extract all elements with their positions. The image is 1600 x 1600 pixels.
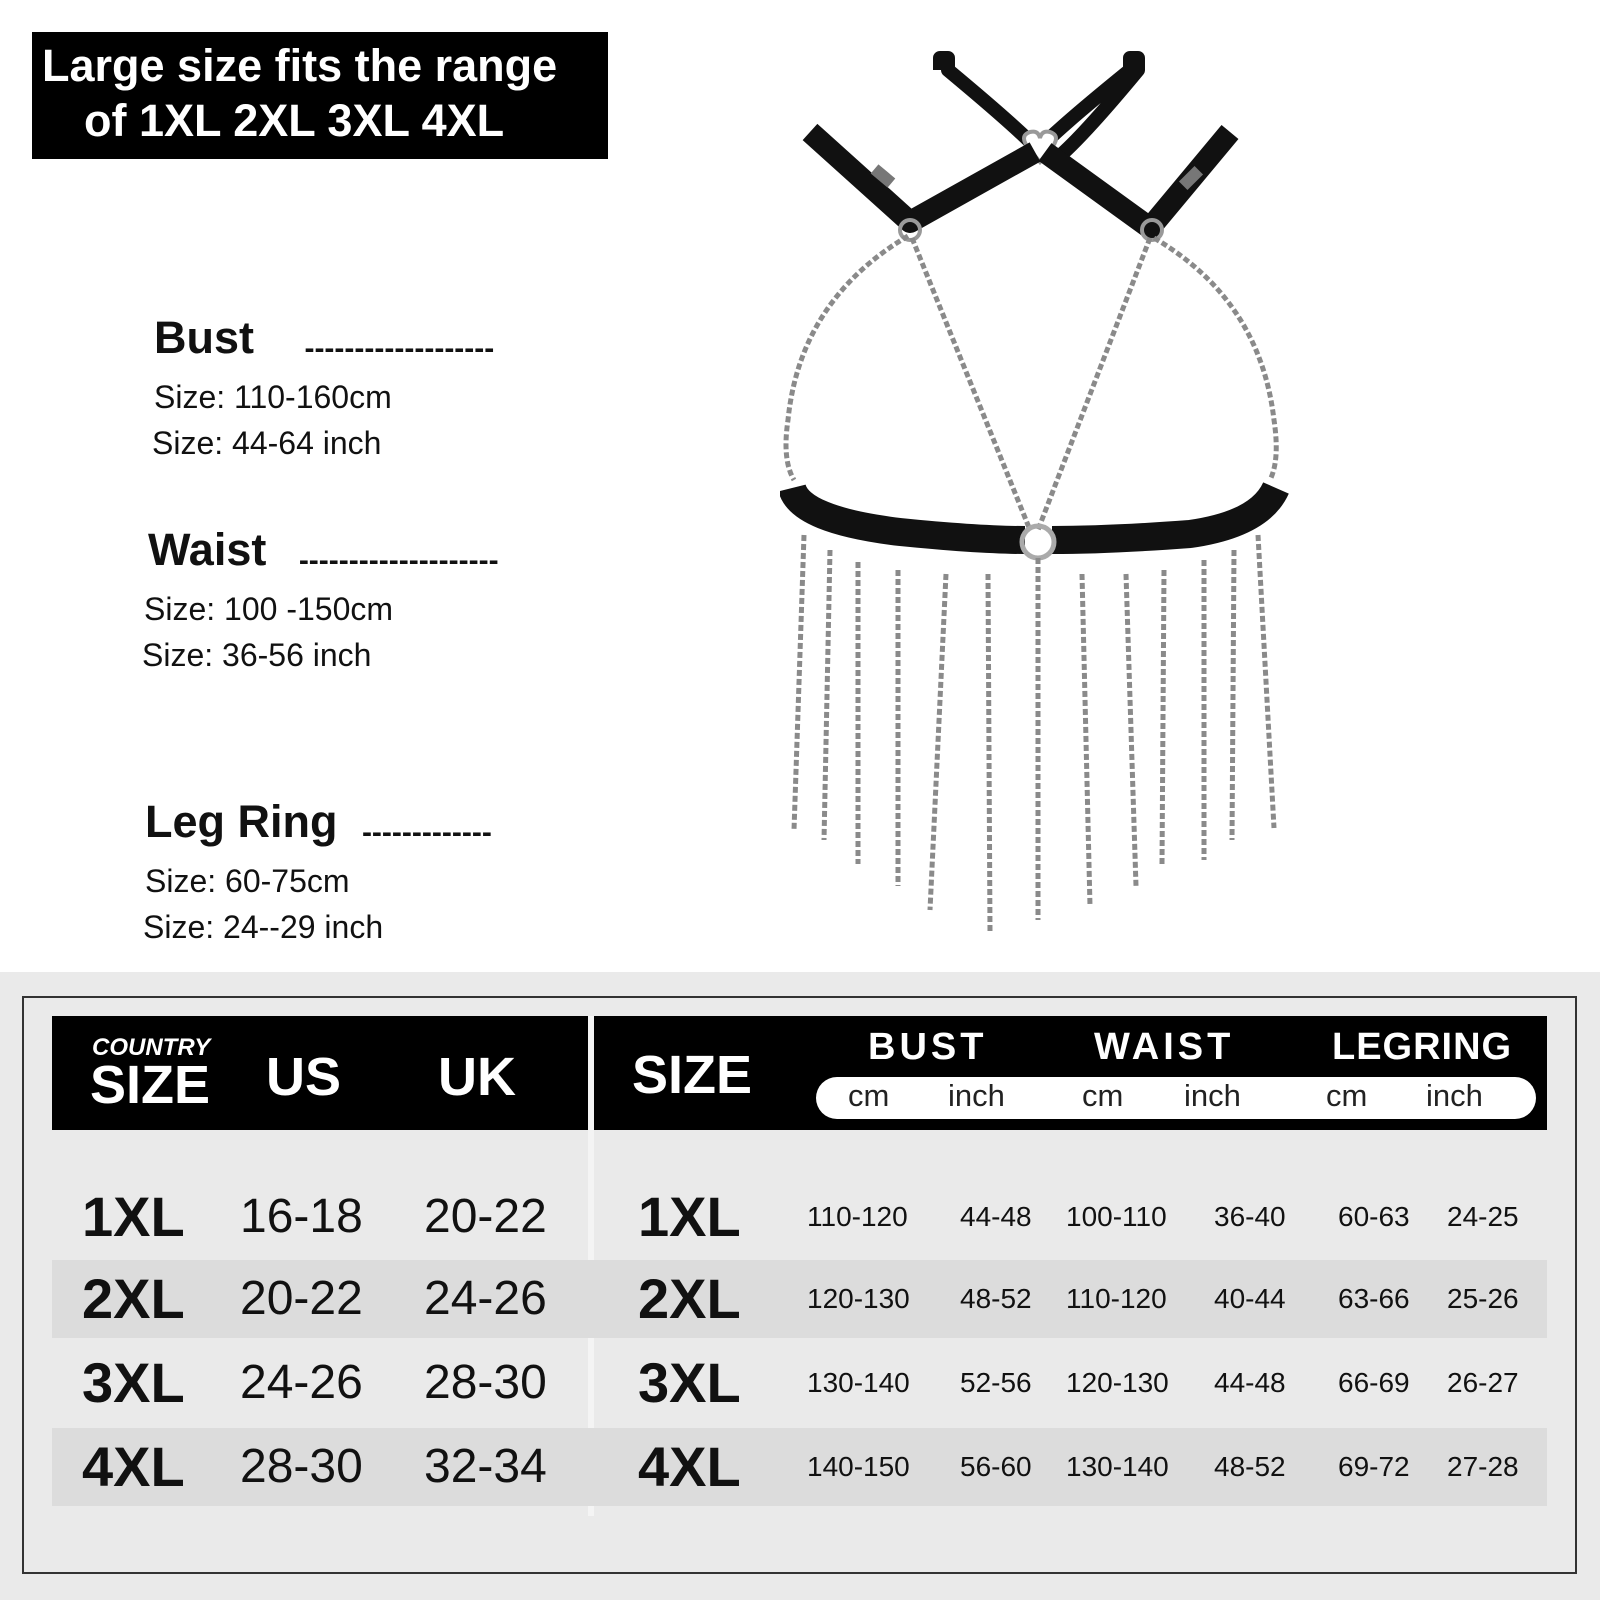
row-leg-inch: 26-27 [1447,1367,1519,1398]
table-row [52,1344,1547,1422]
size-range-banner [32,32,608,159]
row-waist-cm: 110-120 [1066,1283,1167,1314]
row-size-right: 2XL [638,1267,741,1330]
row-us: 28-30 [240,1440,363,1493]
leg-ring-label: Leg Ring [145,796,338,847]
unit-waist-inch: inch [1184,1078,1241,1113]
waist-dash: -------------------- [298,543,499,577]
row-bust-inch: 48-52 [960,1283,1032,1314]
waist-size-inch: Size: 36-56 inch [142,636,372,673]
row-size-right: 4XL [638,1435,741,1498]
measurement-header [594,1016,1547,1130]
banner-line-1: Large size fits the range [42,40,558,91]
row-uk: 28-30 [424,1356,547,1409]
row-uk: 24-26 [424,1272,547,1325]
size-header: SIZE [632,1045,753,1105]
row-size-right: 3XL [638,1351,741,1414]
row-leg-cm: 69-72 [1338,1451,1410,1482]
row-waist-inch: 44-48 [1214,1367,1286,1398]
row-size-right: 1XL [638,1185,741,1248]
row-uk: 20-22 [424,1190,547,1243]
leg-ring-size-inch: Size: 24--29 inch [143,908,384,945]
row-bust-cm: 140-150 [807,1451,910,1482]
leg-ring-dash: ------------- [361,815,492,849]
unit-leg-cm: cm [1326,1078,1368,1113]
row-size: 3XL [82,1351,185,1414]
row-waist-inch: 48-52 [1214,1451,1286,1482]
size-label: SIZE [90,1055,211,1115]
table-row [52,1428,1547,1506]
waist-measurement [142,524,499,678]
unit-leg-inch: inch [1426,1078,1483,1113]
bust-size-inch: Size: 44-64 inch [152,424,382,461]
legring-header: LEGRING [1332,1026,1513,1068]
waist-header: WAIST [1094,1026,1235,1068]
us-label: US [266,1047,342,1107]
row-bust-cm: 120-130 [807,1283,910,1314]
table-row [52,1178,1547,1256]
row-bust-inch: 52-56 [960,1367,1032,1398]
country-label: COUNTRY [92,1034,211,1061]
row-bust-cm: 130-140 [807,1367,910,1398]
row-bust-inch: 56-60 [960,1451,1032,1482]
row-uk: 32-34 [424,1440,547,1493]
waist-label: Waist [148,524,267,575]
row-leg-inch: 27-28 [1447,1451,1519,1482]
row-leg-cm: 60-63 [1338,1201,1410,1232]
banner-line-2: of 1XL 2XL 3XL 4XL [84,95,505,146]
row-waist-inch: 40-44 [1214,1283,1286,1314]
row-size: 1XL [82,1185,185,1248]
leg-ring-measurement [145,796,492,950]
row-waist-cm: 120-130 [1066,1367,1169,1398]
unit-bust-cm: cm [848,1078,890,1113]
row-us: 24-26 [240,1356,363,1409]
row-bust-cm: 110-120 [807,1201,908,1232]
row-leg-cm: 63-66 [1338,1283,1410,1314]
bust-header: BUST [868,1026,988,1068]
chain-harness-product-image [780,40,1320,970]
row-leg-inch: 24-25 [1447,1201,1519,1232]
unit-waist-cm: cm [1082,1078,1124,1113]
table-row [52,1260,1547,1338]
unit-bust-inch: inch [948,1078,1005,1113]
row-waist-inch: 36-40 [1214,1201,1286,1232]
country-size-header [52,1016,588,1130]
row-size: 4XL [82,1435,185,1498]
row-us: 20-22 [240,1272,363,1325]
uk-label: UK [438,1047,516,1107]
bust-dash: ------------------- [304,331,495,365]
row-leg-cm: 66-69 [1338,1367,1410,1398]
bust-measurement [154,312,494,466]
row-waist-cm: 130-140 [1066,1451,1169,1482]
leg-ring-size-cm: Size: 60-75cm [145,862,350,899]
row-us: 16-18 [240,1190,363,1243]
waist-size-cm: Size: 100 -150cm [144,590,394,627]
row-waist-cm: 100-110 [1066,1201,1167,1232]
row-bust-inch: 44-48 [960,1201,1032,1232]
row-leg-inch: 25-26 [1447,1283,1519,1314]
row-size: 2XL [82,1267,185,1330]
bust-label: Bust [154,312,254,363]
bust-size-cm: Size: 110-160cm [154,378,392,415]
